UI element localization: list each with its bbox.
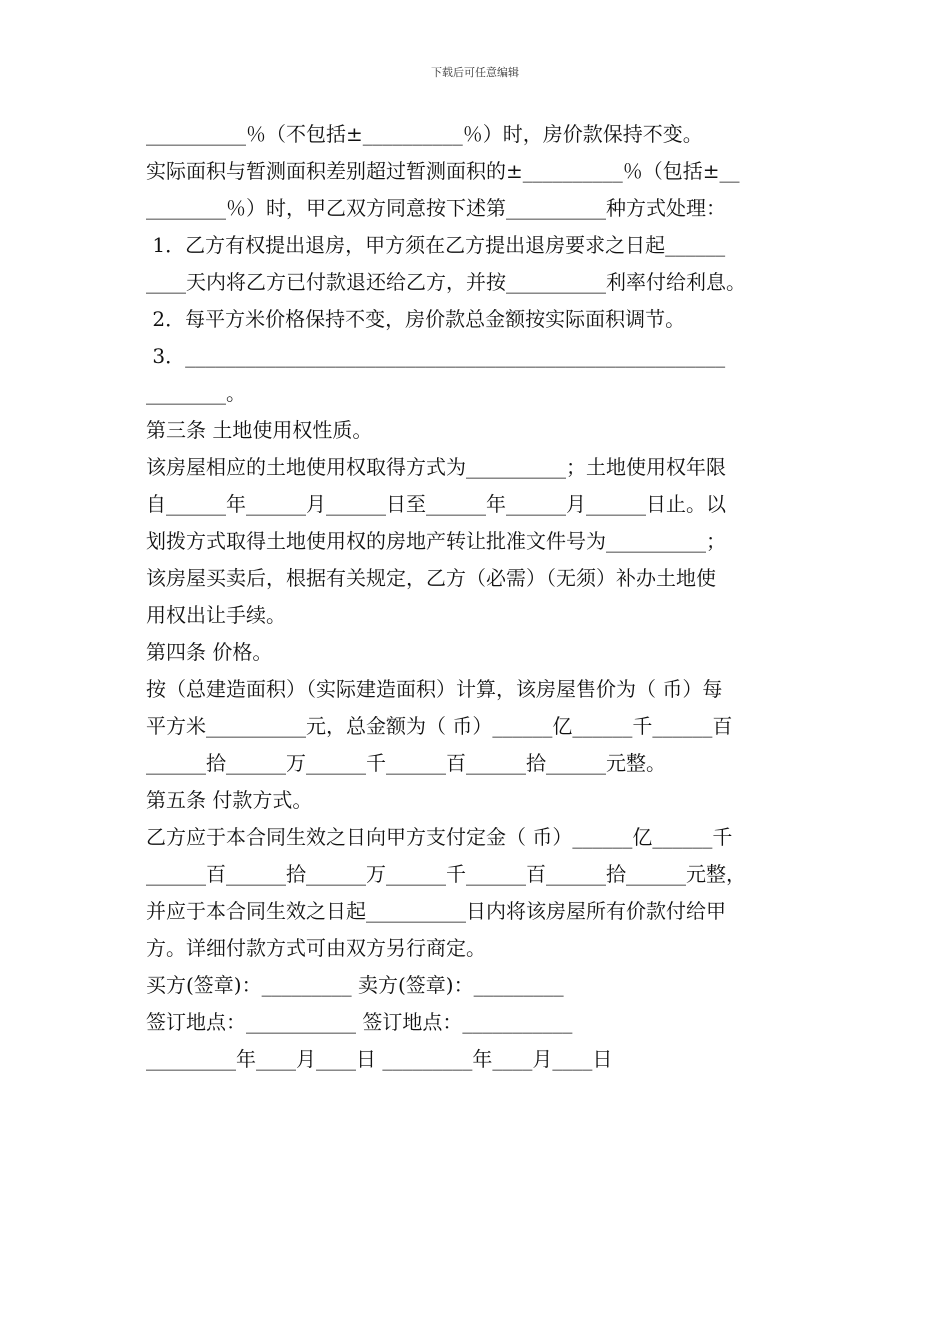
article-4-heading: 第四条 价格。 xyxy=(146,640,273,664)
text-line-4: 1．乙方有权提出退房，甲方须在乙方提出退房要求之日起______ xyxy=(146,233,726,257)
text-line-20: 乙方应于本合同生效之日向甲方支付定金（ 币）______亿______千 xyxy=(146,825,733,849)
text-line-2: 实际面积与暂测面积差别超过暂测面积的±__________％（包括±__ xyxy=(146,159,740,183)
signature-place: 签订地点：___________ 签订地点：___________ xyxy=(146,1010,573,1034)
text-line-8: ________。 xyxy=(146,381,246,405)
article-3-heading: 第三条 土地使用权性质。 xyxy=(146,418,373,442)
text-line-3: ________％）时，甲乙双方同意按下述第__________种方式处理： xyxy=(146,196,726,220)
page-header-note: 下载后可任意编辑 xyxy=(431,66,519,79)
text-line-23: 方。详细付款方式可由双方另行商定。 xyxy=(146,936,486,960)
text-line-1: __________％（不包括±__________％）时，房价款保持不变。 xyxy=(146,122,703,146)
text-line-22: 并应于本合同生效之日起__________日内将该房屋所有价款付给甲 xyxy=(146,899,726,923)
text-line-18: ______拾______万______千______百______拾______元整。 xyxy=(146,751,666,775)
text-line-11: 自______年______月______日至______年______月______日止。以 xyxy=(146,492,726,516)
text-line-17: 平方米__________元，总金额为（ 币）______亿______千______百 xyxy=(146,714,733,738)
text-line-10: 该房屋相应的土地使用权取得方式为__________；土地使用权年限 xyxy=(146,455,726,479)
text-line-7: 3．______________________________________________________ xyxy=(146,344,726,368)
signature-buyer-seller: 买方(签章)：_________ 卖方(签章)：_________ xyxy=(146,973,564,997)
text-line-5: ____天内将乙方已付款退还给乙方，并按__________利率付给利息。 xyxy=(146,270,746,294)
contract-body xyxy=(146,116,810,1078)
text-line-12: 划拨方式取得土地使用权的房地产转让批准文件号为__________； xyxy=(146,529,726,553)
text-line-16: 按（总建造面积）（实际建造面积）计算，该房屋售价为（ 币）每 xyxy=(146,677,723,701)
text-line-13: 该房屋买卖后，根据有关规定，乙方（必需）（无须）补办土地使 xyxy=(146,566,716,590)
text-line-21: ______百______拾______万______千______百______拾______元整， xyxy=(146,862,746,886)
article-5-heading: 第五条 付款方式。 xyxy=(146,788,313,812)
signature-date: _________年____月____日 _________年____月____日 xyxy=(146,1047,613,1071)
text-line-6: 2．每平方米价格保持不变，房价款总金额按实际面积调节。 xyxy=(146,307,686,331)
text-line-14: 用权出让手续。 xyxy=(146,603,286,627)
